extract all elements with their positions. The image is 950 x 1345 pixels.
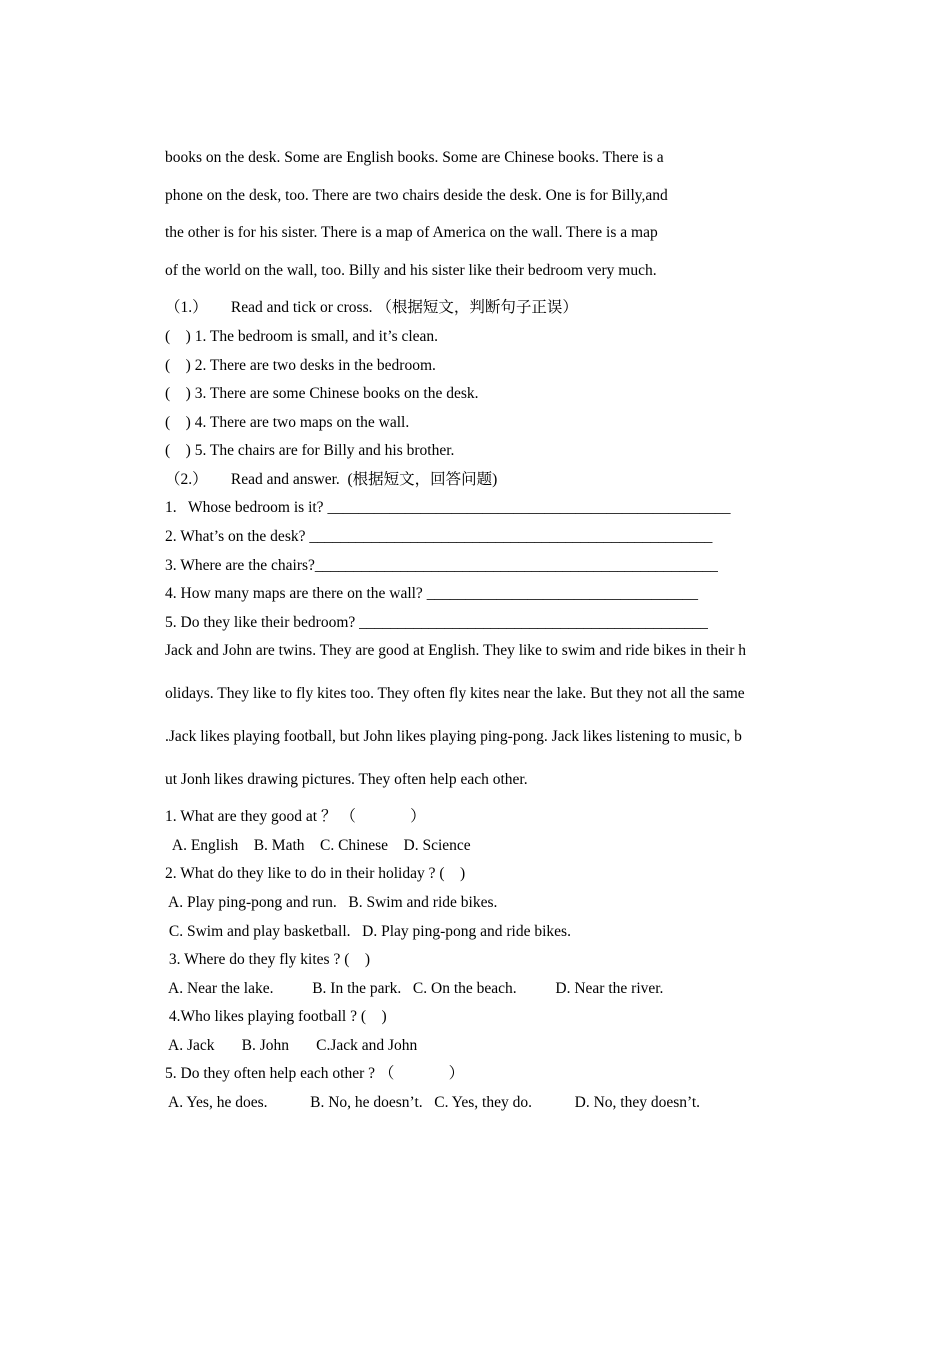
tick-item: ( ) 4. There are two maps on the wall.	[165, 414, 410, 431]
mc-question: 2. What do they like to do in their holiday ? ( )	[165, 865, 466, 882]
mc-options: A. Play ping-pong and run. B. Swim and ride bikes.	[165, 894, 498, 911]
passage1-line: phone on the desk, too. There are two chairs deside the desk. One is for Billy,and	[165, 187, 668, 204]
mc-options: A. Jack B. John C.Jack and John	[165, 1037, 418, 1054]
mc-question: 4.Who likes playing football ? ( )	[165, 1008, 387, 1025]
passage2-line: .Jack likes playing football, but John likes playing ping-pong. Jack likes listening to music, b	[165, 728, 742, 745]
passage2-line: Jack and John are twins. They are good at English. They like to swim and ride bikes in their h	[165, 642, 746, 659]
question-item: 3. Where are the chairs?____________________________________________________	[165, 557, 718, 574]
question-item: 2. What’s on the desk? ____________________________________________________	[165, 528, 713, 545]
mc-question: 3. Where do they fly kites ? ( )	[165, 951, 371, 968]
mc-question: 1. What are they good at ？ （ ）	[165, 808, 426, 825]
tick-item: ( ) 1. The bedroom is small, and it’s clean.	[165, 328, 439, 345]
mc-options: A. Yes, he does. B. No, he doesn’t. C. Yes, they do. D. No, they doesn’t.	[165, 1094, 701, 1111]
question-item: 1. Whose bedroom is it? ____________________________________________________	[165, 499, 731, 516]
passage1-line: the other is for his sister. There is a map of America on the wall. There is a map	[165, 224, 658, 241]
tick-item: ( ) 3. There are some Chinese books on the desk.	[165, 385, 479, 402]
mc-options: C. Swim and play basketball. D. Play ping-pong and ride bikes.	[165, 923, 571, 940]
passage2-line: olidays. They like to fly kites too. They often fly kites near the lake. But they not all the same	[165, 685, 745, 702]
mc-question: 5. Do they often help each other ? （ ）	[165, 1065, 465, 1082]
passage1-line: books on the desk. Some are English books. Some are Chinese books. There is a	[165, 149, 664, 166]
question-item: 4. How many maps are there on the wall? ___________________________________	[165, 585, 698, 602]
passage2-line: ut Jonh likes drawing pictures. They often help each other.	[165, 771, 528, 788]
tick-item: ( ) 5. The chairs are for Billy and his brother.	[165, 442, 455, 459]
mc-options: A. Near the lake. B. In the park. C. On the beach. D. Near the river.	[165, 980, 664, 997]
question-item: 5. Do they like their bedroom? _____________________________________________	[165, 614, 708, 631]
passage1-line: of the world on the wall, too. Billy and his sister like their bedroom very much.	[165, 262, 657, 279]
part1-heading: （1.） Read and tick or cross. （根据短文，判断句子正误）	[165, 299, 578, 316]
part2-heading: （2.） Read and answer. (根据短文，回答问题)	[165, 471, 498, 488]
tick-item: ( ) 2. There are two desks in the bedroom.	[165, 357, 436, 374]
mc-options: A. English B. Math C. Chinese D. Science	[165, 837, 471, 854]
